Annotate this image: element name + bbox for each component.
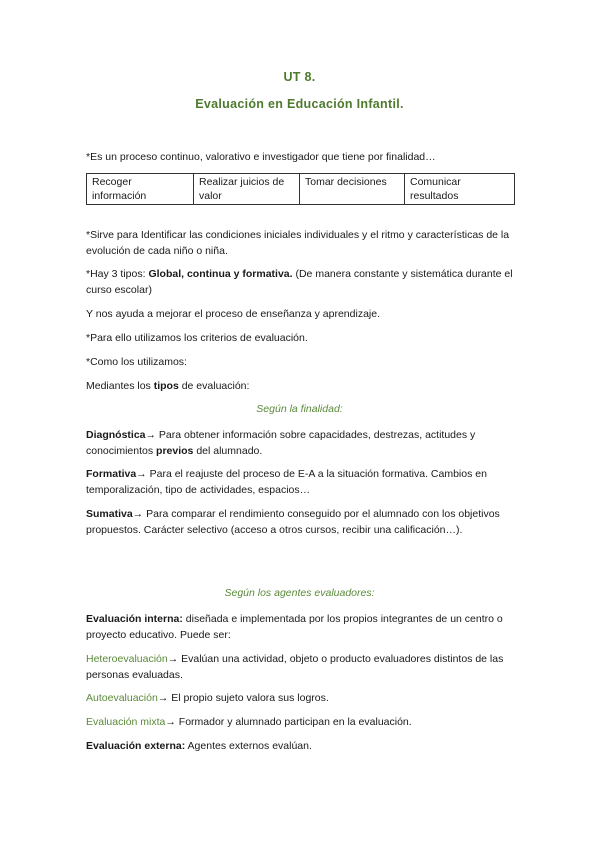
text-span: Para obtener información sobre capacidades, destrezas, actitudes y conocimientos — [86, 429, 476, 457]
paragraph: *Como los utilizamos: — [86, 356, 187, 368]
paragraph: *Sirve para Identificar las condiciones iniciales individuales y el ritmo y características de la evolución de cada niño o niña. — [86, 229, 510, 257]
term-externa: Evaluación externa: — [86, 740, 186, 752]
text-span: Para el reajuste del proceso de E-A a la situación formativa. Cambios en temporalización, tipo de actividades, espacios… — [86, 468, 487, 496]
table-row — [87, 174, 515, 205]
term-interna: Evaluación interna: — [86, 613, 183, 625]
page-title: Evaluación en Educación Infantil. — [195, 97, 404, 111]
paragraph: *Para ello utilizamos los criterios de evaluación. — [86, 332, 308, 344]
text-span: → El propio sujeto valora sus logros. — [157, 692, 329, 704]
text-span: → Formador y alumnado participan en la evaluación. — [165, 716, 412, 728]
paragraph — [86, 738, 516, 754]
text-span: → Evalúan una actividad, objeto o producto evaluadores distintos de las personas evaluadas. — [86, 653, 504, 681]
paragraph — [86, 378, 516, 394]
paragraph: Y nos ayuda a mejorar el proceso de enseñanza y aprendizaje. — [86, 308, 380, 320]
text-span: Agentes externos evalúan. — [185, 740, 312, 752]
term-heteroevaluacion: Heteroevaluación — [86, 653, 168, 665]
table-cell: Recoger información — [87, 174, 194, 205]
bold-text: Global, continua y formativa. — [148, 268, 293, 280]
unit-title: UT 8. — [283, 70, 316, 84]
paragraph — [86, 506, 516, 538]
term-evaluacion-mixta: Evaluación mixta — [86, 716, 166, 728]
text-span: Mediantes los — [86, 380, 154, 392]
table-cell: Comunicar resultados — [405, 174, 515, 205]
paragraph — [86, 651, 516, 683]
term-formativa: Formativa→ — [86, 468, 147, 480]
paragraph — [86, 690, 516, 706]
intro-text: *Es un proceso continuo, valorativo e investigador que tiene por finalidad… — [86, 151, 436, 163]
term-diagnostica: Diagnóstica→ — [86, 429, 157, 441]
term-autoevaluacion: Autoevaluación — [86, 692, 158, 704]
bold-text: tipos — [153, 380, 179, 392]
text-span: del alumnado. — [193, 445, 263, 457]
table-cell: Tomar decisiones — [300, 174, 405, 205]
section-heading-finalidad: Según la finalidad: — [256, 403, 343, 415]
paragraph — [86, 714, 516, 730]
evaluation-steps-table — [86, 173, 515, 205]
text-span: Para comparar el rendimiento conseguido por el alumnado con los objetivos propuestos. Carácter selectivo (acceso a otros cursos, recibir una calificación…). — [86, 508, 500, 536]
text-span: *Hay 3 tipos: — [86, 268, 149, 280]
paragraph — [86, 466, 516, 498]
paragraph — [86, 266, 516, 298]
bold-text: previos — [156, 445, 194, 457]
text-span: de evaluación: — [178, 380, 250, 392]
paragraph — [86, 611, 516, 643]
text-span: (De manera constante y sistemática durante el curso escolar) — [86, 268, 513, 296]
term-sumativa: Sumativa→ — [86, 508, 144, 520]
paragraph — [86, 427, 516, 459]
section-heading-agentes: Según los agentes evaluadores: — [224, 587, 375, 599]
text-span: diseñada e implementada por los propios integrantes de un centro o proyecto educativo. Puede ser: — [86, 613, 503, 641]
table-cell: Realizar juicios de valor — [194, 174, 300, 205]
